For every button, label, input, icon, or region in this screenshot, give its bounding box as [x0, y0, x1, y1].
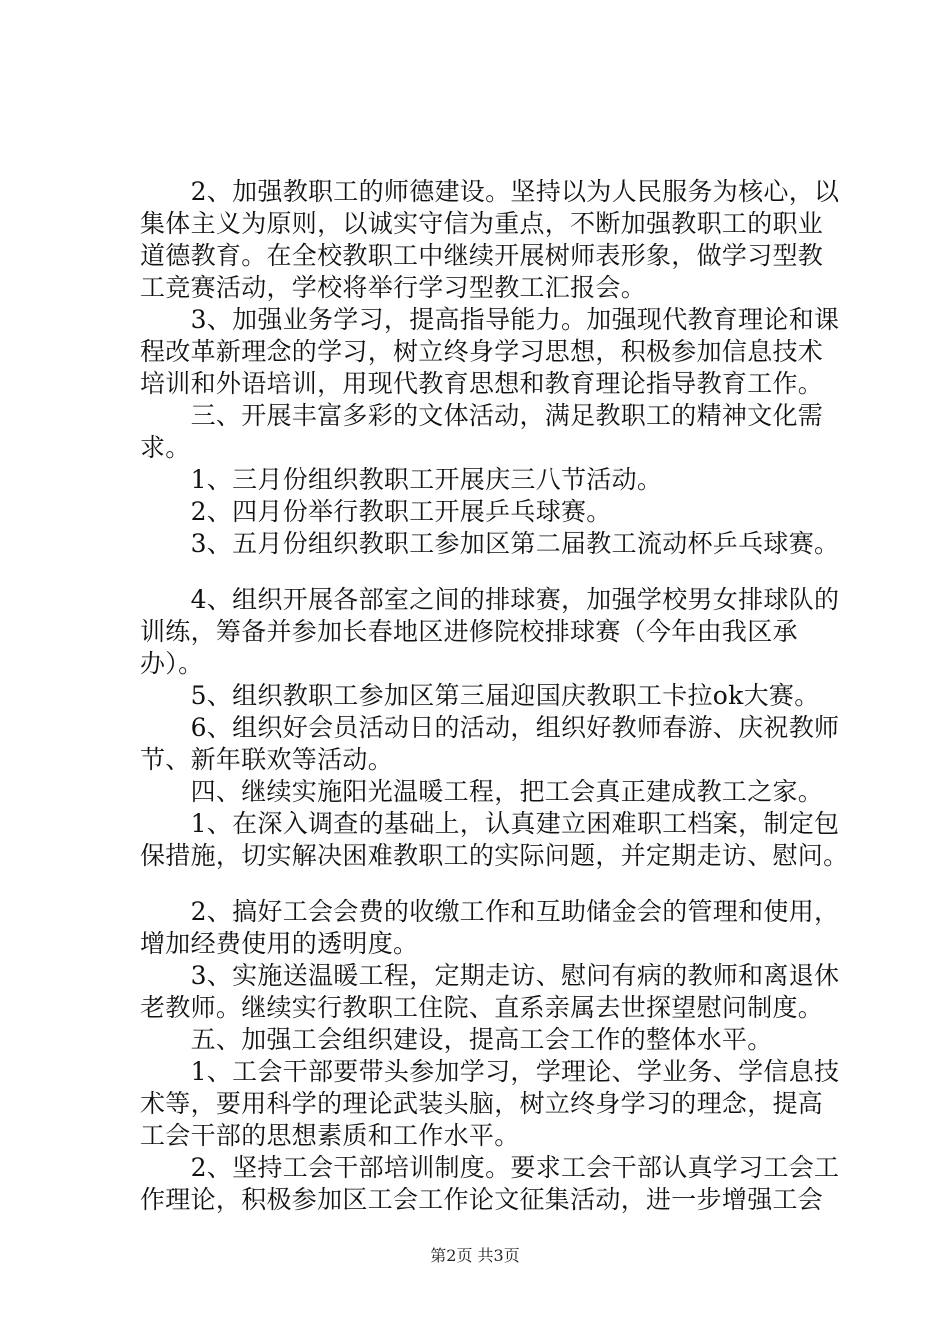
text-line: 集体主义为原则，以诚实守信为重点，不断加强教职工的职业 [140, 209, 824, 238]
text-line: 3、五月份组织教职工参加区第二届教工流动杯乒乓球赛。 [140, 529, 840, 558]
text-line: 老教师。继续实行教职工住院、直系亲属去世探望慰问制度。 [140, 993, 824, 1022]
text-line: 办）。 [140, 649, 204, 678]
text-line: 工竞赛活动，学校将举行学习型教工汇报会。 [140, 273, 647, 302]
text-line: 四、继续实施阳光温暖工程，把工会真正建成教工之家。 [140, 777, 824, 806]
text-line: 1、在深入调查的基础上，认真建立困难职工档案，制定包 [140, 809, 840, 838]
text-line: 训练，筹备并参加长春地区进修院校排球赛（今年由我区承 [140, 617, 798, 646]
text-line: 术等，要用科学的理论武装头脑，树立终身学习的理念，提高 [140, 1089, 824, 1118]
text-line: 求。 [140, 433, 191, 462]
text-line: 3、加强业务学习，提高指导能力。加强现代教育理论和课 [140, 305, 840, 334]
page-footer: 第2页 共3页 [430, 1246, 520, 1265]
text-line: 道德教育。在全校教职工中继续开展树师表形象，做学习型教 [140, 241, 824, 270]
text-line: 6、组织好会员活动日的活动，组织好教师春游、庆祝教师 [140, 713, 840, 742]
text-line: 4、组织开展各部室之间的排球赛，加强学校男女排球队的 [140, 585, 840, 614]
text-line: 2、坚持工会干部培训制度。要求工会干部认真学习工会工 [140, 1153, 840, 1182]
text-line: 1、工会干部要带头参加学习，学理论、学业务、学信息技 [140, 1057, 840, 1086]
text-line: 培训和外语培训，用现代教育思想和教育理论指导教育工作。 [140, 369, 824, 398]
text-line: 2、加强教职工的师德建设。坚持以为人民服务为核心，以 [140, 177, 840, 206]
text-line: 3、实施送温暖工程，定期走访、慰问有病的教师和离退休 [140, 961, 840, 990]
text-line: 作理论，积极参加区工会工作论文征集活动，进一步增强工会 [140, 1185, 824, 1214]
text-line: 2、四月份举行教职工开展乒乓球赛。 [140, 497, 612, 526]
text-line: 程改革新理念的学习，树立终身学习思想，积极参加信息技术 [140, 337, 824, 366]
text-line: 2、搞好工会会费的收缴工作和互助储金会的管理和使用， [140, 897, 840, 926]
text-line: 节、新年联欢等活动。 [140, 745, 394, 774]
text-line: 五、加强工会组织建设，提高工会工作的整体水平。 [140, 1025, 773, 1054]
text-line: 保措施，切实解决困难教职工的实际问题，并定期走访、慰问。 [140, 841, 849, 870]
text-line: 增加经费使用的透明度。 [140, 929, 419, 958]
text-line: 1、三月份组织教职工开展庆三八节活动。 [140, 465, 663, 494]
text-line: 5、组织教职工参加区第三届迎国庆教职工卡拉ok大赛。 [140, 681, 820, 710]
text-line: 三、开展丰富多彩的文体活动，满足教职工的精神文化需 [140, 401, 824, 430]
text-line: 工会干部的思想素质和工作水平。 [140, 1121, 520, 1150]
